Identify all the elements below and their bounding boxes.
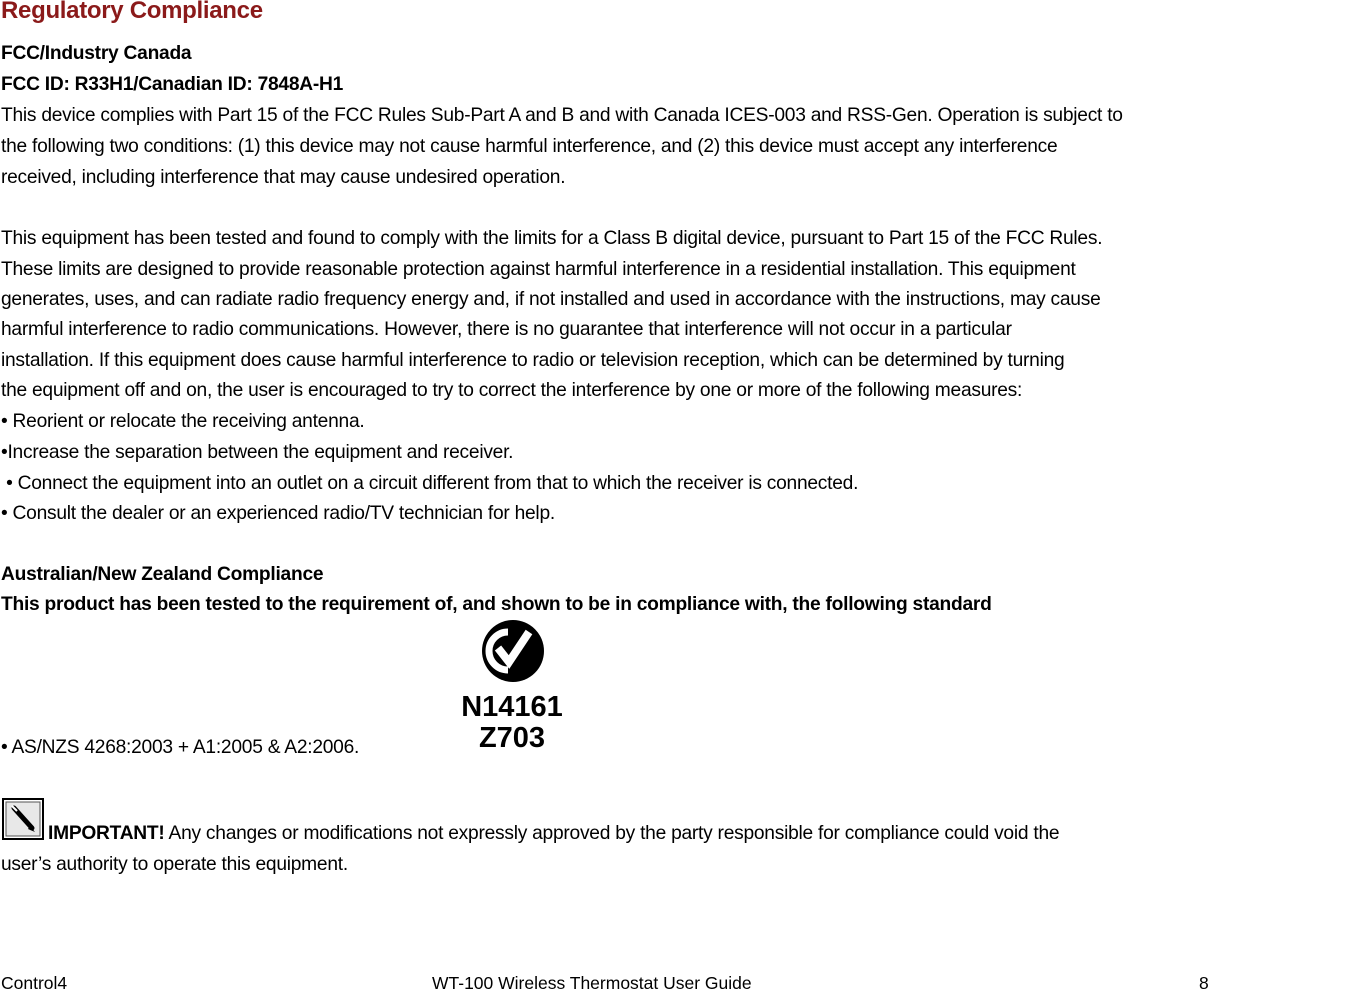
important-label: IMPORTANT! — [48, 823, 165, 844]
logo-code-line2: Z703 — [478, 722, 546, 754]
fcc-bullet: • Reorient or relocate the receiving antenna. — [1, 411, 365, 432]
footer-company: Control4 — [1, 973, 68, 993]
fcc-para2-line: harmful interference to radio communications. However, there is no guarantee that interference will not occur in a particular — [1, 319, 1012, 340]
fcc-para2-line: generates, uses, and can radiate radio frequency energy and, if not installed and used in accordance with the instructions, may cause — [1, 289, 1101, 310]
anz-statement: This product has been tested to the requirement of, and shown to be in compliance with, the following standard — [1, 594, 992, 615]
fcc-bullet: • Consult the dealer or an experienced radio/TV technician for help. — [1, 503, 555, 524]
footer-doc-title: WT-100 Wireless Thermostat User Guide — [432, 973, 752, 993]
page-title: Regulatory Compliance — [1, 0, 263, 24]
fcc-bullet: •Increase the separation between the equipment and receiver. — [1, 442, 514, 463]
footer-page-number: 8 — [1199, 973, 1209, 993]
important-text-line2: user’s authority to operate this equipment. — [1, 854, 348, 875]
anz-standard: • AS/NZS 4268:2003 + A1:2005 & A2:2006. — [1, 737, 360, 758]
anz-heading: Australian/New Zealand Compliance — [1, 564, 324, 585]
fcc-para1-line: the following two conditions: (1) this device may not cause harmful interference, and (2) this device must accept any interference — [1, 136, 1058, 157]
fcc-para2-line: the equipment off and on, the user is encouraged to try to correct the interference by one or more of the following measures: — [1, 380, 1023, 401]
c-tick-compliance-logo — [456, 618, 568, 756]
fcc-ids: FCC ID: R33H1/Canadian ID: 7848A-H1 — [1, 74, 344, 95]
fcc-para1-line: This device complies with Part 15 of the FCC Rules Sub-Part A and B and with Canada ICES-003 and RSS-Gen. Operation is subject to — [1, 105, 1123, 126]
important-text: Any changes or modifications not expressly approved by the party responsible for compliance could void the — [164, 823, 1060, 844]
pencil-note-icon — [2, 798, 44, 840]
fcc-para2-line: These limits are designed to provide reasonable protection against harmful interference in a residential installation. This equipment — [1, 259, 1076, 280]
fcc-para1-line: received, including interference that may cause undesired operation. — [1, 167, 566, 188]
important-notice — [48, 822, 1059, 846]
logo-code-line1: N14161 — [461, 691, 563, 723]
fcc-bullet: • Connect the equipment into an outlet on a circuit different from that to which the receiver is connected. — [1, 473, 859, 494]
fcc-heading: FCC/Industry Canada — [1, 43, 192, 64]
fcc-para2-line: installation. If this equipment does cause harmful interference to radio or television reception, which can be determined by turning — [1, 350, 1065, 371]
fcc-para2-line: This equipment has been tested and found to comply with the limits for a Class B digital device, pursuant to Part 15 of the FCC Rules. — [1, 228, 1103, 249]
c-tick-icon — [456, 618, 568, 756]
